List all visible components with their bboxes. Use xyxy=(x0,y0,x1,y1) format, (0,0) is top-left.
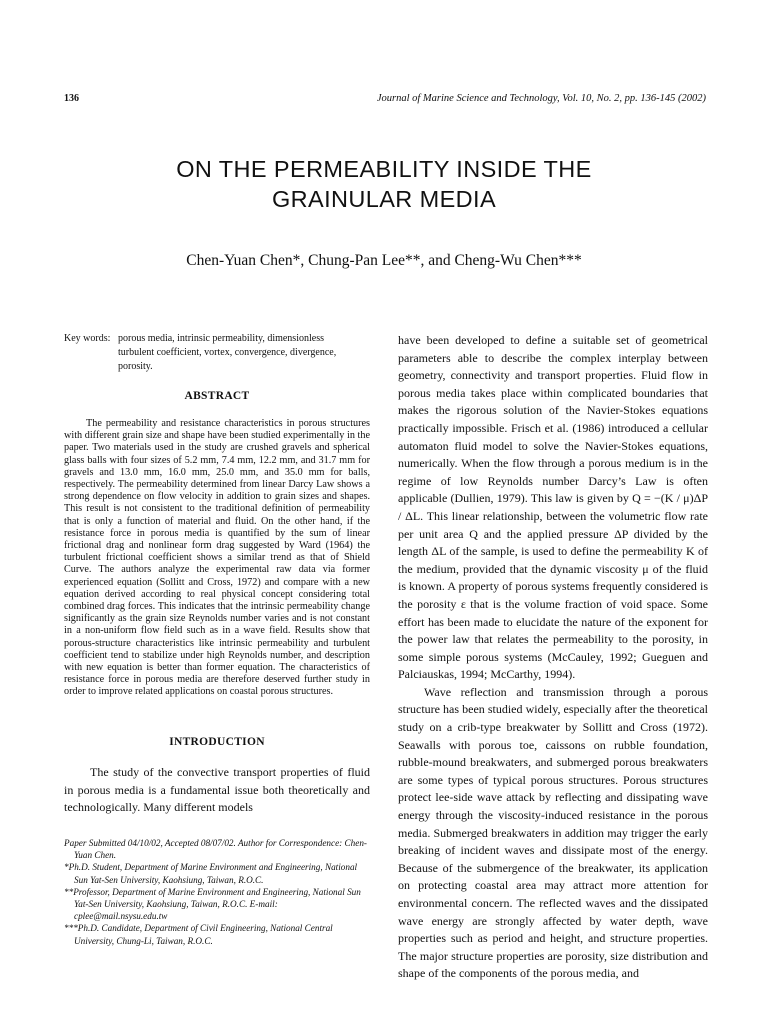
footnote-author-3: ***Ph.D. Candidate, Department of Civil Engineering, National Central University, Chung-Li, Taiwan, R.O.C. xyxy=(64,923,333,946)
footnote-author-2: **Professor, Department of Marine Environment and Engineering, National Sun Yat-Sen University, Kaohsiung, Taiwan, R.O.C. E-mail: cplee@mail.nsysu.edu.tw xyxy=(64,886,361,922)
keywords-text: porous media, intrinsic permeability, dimensionless turbulent coefficient, vortex, convergence, divergence, porosity. xyxy=(118,333,337,372)
page-number: 136 xyxy=(64,93,79,104)
author-list: Chen-Yuan Chen*, Chung-Pan Lee**, and Cheng-Wu Chen*** xyxy=(186,252,582,269)
introduction-body xyxy=(64,764,370,817)
running-header: Journal of Marine Science and Technology, Vol. 10, No. 2, pp. 136-145 (2002) xyxy=(376,93,706,104)
footnote-submission: Paper Submitted 04/10/02, Accepted 08/07/02. Author for Correspondence: Chen-Yuan Chen. xyxy=(64,838,367,861)
title-line-2: GRAINULAR MEDIA xyxy=(271,186,497,212)
keywords-block xyxy=(64,332,360,374)
right-column xyxy=(398,332,708,983)
title-line-1: ON THE PERMEABILITY INSIDE THE xyxy=(176,156,592,182)
right-column-paragraph-2: Wave reflection and transmission through a porous structure has been studied widely, especially after the theoretical study on a crib-type breakwater by Sollitt and Cross (1972). Seawalls with porous toe, caissons on rubble foundation, rubble-mound breakwaters, and submerged porous breakwaters are some types of typical porous structures. Porous structures protect lee-side wave attack by reflecting and dissipating wave energy through the viscosity-induced resistance in the porous media. Submerged breakwaters in addition may trigger the early breaking of incident waves and dissipate most of the energy. Because of the submergence of the breakwater, its application on protecting coastal area may attract more attention for environmental concern. The reflected waves and the dissipated wave energy are strongly affected by water depth, wave properties such as period and height, and structure properties. The major structure properties are porosity, size distribution and shape of the components of the porous media, and xyxy=(398,684,708,981)
introduction-paragraph: The study of the convective transport properties of fluid in porous media is a fundamental issue both theoretically and technologically. Many different models xyxy=(64,765,370,815)
abstract-heading: ABSTRACT xyxy=(184,390,250,402)
footnote-author-1: *Ph.D. Student, Department of Marine Environment and Engineering, National Sun Yat-Sen University, Kaohsiung, Taiwan, R.O.C. xyxy=(64,862,358,885)
introduction-heading: INTRODUCTION xyxy=(169,736,265,748)
footnotes xyxy=(64,837,370,947)
abstract-paragraph: The permeability and resistance characteristics in porous structures with different grain size and shape have been studied experimentally in the paper. Two materials used in the study are crushed gravels and spherical glass balls with four sizes of 5.2 mm, 7.4 mm, 12.2 mm, and 31.7 mm for gravels and 13.0 mm, 16.0 mm, 25.0 mm, and 35.0 mm for balls, respectively. The permeability determined from linear Darcy Law shows a strong dependence on flow velocity in addition to grain sizes and shapes. This result is not consistent to the traditional definition of permeability that is only a function of material and fluid. On the other hand, if the resistance force in porous media is quantified by the sum of linear frictional drag and nonlinear form drag suggested by Ward (1964) the turbulent frictional coefficient shows a similar trend as that of Shield Curve. The authors analyze the experimental raw data via former experienced equation (Sollitt and Cross, 1972) and compare with a new equation derived according to real physical concept considering total combined drag forces. This indicates that the intrinsic permeability change significantly as the grain size Reynolds number varies and is not constant in a non-uniform flow field such as in a wave field. Results show that porous-structure characteristics like intrinsic permeability and turbulent coefficient tend to stabilize under high Reynolds number, and description with new equation is better than former equation. The characteristics of resistance force in porous media are therefore deserved further study in order to improve related applications on coastal porous structures. xyxy=(64,418,370,698)
right-column-paragraph-1: have been developed to define a suitable set of geometrical parameters able to describe the complex interplay between geometry, connectivity and transport properties. Fluid flow in porous media takes place within complicated boundaries that makes the rigorous solution of the Navier-Stokes equations practically impossible. Frisch et al. (1986) introduced a cellular automaton fluid model to solve the Navier-Stokes equations, numerically. When the flow through a porous medium is in the regime of low Reynolds number Darcy’s Law is often applicable (Dullien, 1979). This law is given by Q = −(K / μ)ΔP / ΔL. This linear relationship, between the volumetric flow rate per unit area Q and the applied pressure ΔP divided by the length ΔL of the sample, is used to define the permeability K of the medium, provided that the dynamic viscosity μ of the fluid is known. A property of porous systems frequently considered is the porosity ε that is the volume fraction of void space. Some effort has been made to elucidate the nature of the exponent for the power law that relates the permeability to the porosity, in some simple porous systems (McCauley, 1992; Gueguen and Palciauskas, 1994; McCarthy, 1994). xyxy=(398,333,708,682)
paper-title xyxy=(0,154,768,214)
keywords-label: Key words: xyxy=(64,333,111,344)
abstract-body xyxy=(64,418,370,699)
